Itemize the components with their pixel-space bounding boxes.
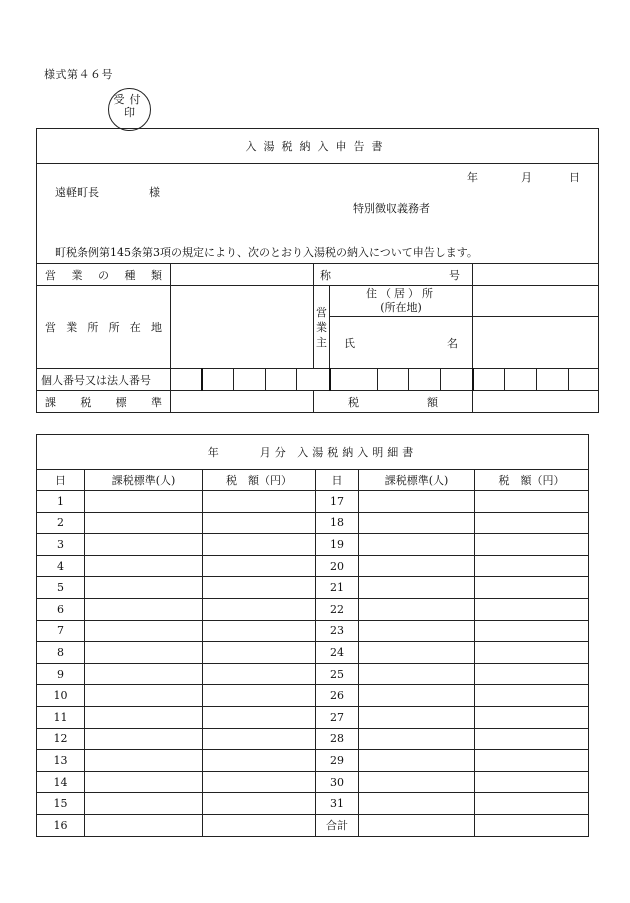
tax-base-field[interactable] <box>171 391 314 413</box>
header-tax-amount-left: 税 額（円） <box>203 470 316 491</box>
tax-base-left-cell[interactable] <box>85 512 203 534</box>
tax-amount-right-cell[interactable] <box>475 814 589 836</box>
collector-label: 特別徴収義務者 <box>353 202 430 215</box>
tax-amount-left-cell[interactable] <box>203 728 316 750</box>
tax-amount-right-cell[interactable] <box>475 663 589 685</box>
tax-base-left-cell[interactable] <box>85 577 203 599</box>
tax-base-left-cell[interactable] <box>85 534 203 556</box>
table-row <box>37 598 589 620</box>
id-digit-5[interactable] <box>330 369 378 391</box>
tax-amount-left-cell[interactable] <box>203 534 316 556</box>
tax-amount-right-cell[interactable] <box>475 706 589 728</box>
tax-amount-label: 税額 <box>314 391 473 413</box>
detail-title-rest: 月分 入湯税納入明細書 <box>259 446 418 459</box>
id-digit-4[interactable] <box>297 369 330 391</box>
tax-base-right-cell[interactable] <box>359 642 475 664</box>
table-row <box>37 491 589 513</box>
day-right-cell: 20 <box>316 555 359 577</box>
tax-amount-left-cell[interactable] <box>203 642 316 664</box>
id-digit-12[interactable] <box>569 369 599 391</box>
declaration-intro <box>37 164 599 264</box>
tax-amount-left-cell[interactable] <box>203 598 316 620</box>
tax-amount-right-cell[interactable] <box>475 750 589 772</box>
date-month: 月 <box>521 171 532 184</box>
trade-name-label: 称号 <box>314 264 473 286</box>
declaration-table <box>36 128 599 413</box>
tax-amount-right-cell[interactable] <box>475 534 589 556</box>
day-left-cell: 4 <box>37 555 85 577</box>
tax-base-right-cell[interactable] <box>359 814 475 836</box>
tax-amount-right-cell[interactable] <box>475 620 589 642</box>
day-right-cell: 29 <box>316 750 359 772</box>
tax-base-left-cell[interactable] <box>85 642 203 664</box>
tax-base-right-cell[interactable] <box>359 491 475 513</box>
day-left-cell: 15 <box>37 793 85 815</box>
tax-amount-left-cell[interactable] <box>203 663 316 685</box>
day-right-cell: 19 <box>316 534 359 556</box>
id-digit-1[interactable] <box>202 369 234 391</box>
date-line <box>467 169 580 185</box>
statement: 町税条例第145条第3項の規定により、次のとおり入湯税の納入について申告します。 <box>55 246 478 259</box>
table-row <box>37 555 589 577</box>
tax-amount-left-cell[interactable] <box>203 814 316 836</box>
reception-seal <box>108 88 151 131</box>
tax-base-left-cell[interactable] <box>85 750 203 772</box>
day-right-cell: 22 <box>316 598 359 620</box>
detail-title-year: 年 <box>207 446 219 459</box>
tax-base-right-cell[interactable] <box>359 728 475 750</box>
day-left-cell: 10 <box>37 685 85 707</box>
tax-amount-right-cell[interactable] <box>475 555 589 577</box>
tax-base-left-cell[interactable] <box>85 663 203 685</box>
address-label: 住（居）所 (所在地) <box>330 286 473 317</box>
day-right-cell: 26 <box>316 685 359 707</box>
id-digit-10[interactable] <box>505 369 537 391</box>
day-right-cell: 合計 <box>316 814 359 836</box>
day-left-cell: 3 <box>37 534 85 556</box>
tax-amount-left-cell[interactable] <box>203 512 316 534</box>
tax-amount-left-cell[interactable] <box>203 577 316 599</box>
day-left-cell: 8 <box>37 642 85 664</box>
id-digit-spacer <box>171 369 202 391</box>
tax-amount-right-cell[interactable] <box>475 598 589 620</box>
tax-amount-left-cell[interactable] <box>203 771 316 793</box>
table-row <box>37 706 589 728</box>
tax-base-left-cell[interactable] <box>85 728 203 750</box>
trade-name-field[interactable] <box>473 264 599 286</box>
id-number-label: 個人番号又は法人番号 <box>37 369 171 391</box>
tax-base-left-cell[interactable] <box>85 771 203 793</box>
tax-amount-left-cell[interactable] <box>203 685 316 707</box>
tax-base-left-cell[interactable] <box>85 598 203 620</box>
tax-base-left-cell[interactable] <box>85 491 203 513</box>
tax-base-right-cell[interactable] <box>359 685 475 707</box>
detail-title <box>37 435 589 470</box>
detail-rows <box>37 491 589 837</box>
date-day: 日 <box>569 171 580 184</box>
id-digit-2[interactable] <box>234 369 266 391</box>
detail-table <box>36 434 589 837</box>
id-digit-6[interactable] <box>378 369 409 391</box>
day-right-cell: 24 <box>316 642 359 664</box>
day-left-cell: 7 <box>37 620 85 642</box>
day-left-cell: 14 <box>37 771 85 793</box>
business-location-field[interactable] <box>171 286 314 369</box>
tax-base-right-cell[interactable] <box>359 706 475 728</box>
tax-amount-left-cell[interactable] <box>203 620 316 642</box>
table-row <box>37 685 589 707</box>
tax-base-right-cell[interactable] <box>359 534 475 556</box>
day-right-cell: 25 <box>316 663 359 685</box>
business-type-label: 営業の種類 <box>37 264 171 286</box>
tax-base-left-cell[interactable] <box>85 814 203 836</box>
tax-amount-left-cell[interactable] <box>203 750 316 772</box>
table-row <box>37 750 589 772</box>
day-right-cell: 30 <box>316 771 359 793</box>
day-right-cell: 31 <box>316 793 359 815</box>
day-left-cell: 2 <box>37 512 85 534</box>
day-left-cell: 11 <box>37 706 85 728</box>
tax-amount-right-cell[interactable] <box>475 512 589 534</box>
tax-amount-right-cell[interactable] <box>475 491 589 513</box>
table-row <box>37 620 589 642</box>
seal-line-1: 受付 <box>113 93 146 106</box>
day-right-cell: 28 <box>316 728 359 750</box>
day-left-cell: 9 <box>37 663 85 685</box>
table-row <box>37 512 589 534</box>
tax-base-label: 課税標準 <box>37 391 171 413</box>
tax-amount-right-cell[interactable] <box>475 577 589 599</box>
seal-line-2: 印 <box>124 106 135 119</box>
tax-base-left-cell[interactable] <box>85 620 203 642</box>
person-name-label: 氏名 <box>330 317 473 369</box>
table-row <box>37 771 589 793</box>
day-right-cell: 21 <box>316 577 359 599</box>
tax-amount-left-cell[interactable] <box>203 491 316 513</box>
day-right-cell: 17 <box>316 491 359 513</box>
tax-amount-left-cell[interactable] <box>203 706 316 728</box>
tax-amount-right-cell[interactable] <box>475 642 589 664</box>
day-right-cell: 18 <box>316 512 359 534</box>
tax-base-right-cell[interactable] <box>359 771 475 793</box>
tax-base-right-cell[interactable] <box>359 577 475 599</box>
tax-base-left-cell[interactable] <box>85 555 203 577</box>
tax-amount-right-cell[interactable] <box>475 728 589 750</box>
date-year: 年 <box>467 171 478 184</box>
business-type-field[interactable] <box>171 264 314 286</box>
day-right-cell: 23 <box>316 620 359 642</box>
table-row <box>37 642 589 664</box>
day-left-cell: 16 <box>37 814 85 836</box>
day-left-cell: 1 <box>37 491 85 513</box>
table-row <box>37 534 589 556</box>
day-left-cell: 5 <box>37 577 85 599</box>
day-left-cell: 12 <box>37 728 85 750</box>
header-day-left: 日 <box>37 470 85 491</box>
tax-base-right-cell[interactable] <box>359 620 475 642</box>
id-digit-11[interactable] <box>537 369 569 391</box>
tax-base-left-cell[interactable] <box>85 685 203 707</box>
tax-base-right-cell[interactable] <box>359 512 475 534</box>
tax-base-right-cell[interactable] <box>359 663 475 685</box>
id-digit-7[interactable] <box>409 369 441 391</box>
id-digit-8[interactable] <box>441 369 473 391</box>
honorific: 様 <box>149 186 160 199</box>
tax-base-right-cell[interactable] <box>359 750 475 772</box>
table-row <box>37 814 589 836</box>
tax-base-left-cell[interactable] <box>85 793 203 815</box>
tax-amount-right-cell[interactable] <box>475 685 589 707</box>
declaration-title: 入湯税納入申告書 <box>37 129 599 164</box>
day-left-cell: 13 <box>37 750 85 772</box>
id-digit-3[interactable] <box>266 369 297 391</box>
table-row <box>37 577 589 599</box>
tax-base-left-cell[interactable] <box>85 706 203 728</box>
address-field[interactable] <box>473 286 599 317</box>
tax-amount-right-cell[interactable] <box>475 771 589 793</box>
business-location-label: 営業所所在地 <box>37 286 171 369</box>
addressee[interactable]: 遠軽町長 <box>55 186 99 199</box>
table-row <box>37 728 589 750</box>
tax-base-right-cell[interactable] <box>359 555 475 577</box>
table-row <box>37 793 589 815</box>
header-tax-base-right: 課税標準(人) <box>359 470 475 491</box>
tax-amount-left-cell[interactable] <box>203 793 316 815</box>
tax-base-right-cell[interactable] <box>359 598 475 620</box>
person-name-field[interactable] <box>473 317 599 369</box>
tax-base-right-cell[interactable] <box>359 793 475 815</box>
header-day-right: 日 <box>316 470 359 491</box>
header-tax-base-left: 課税標準(人) <box>85 470 203 491</box>
table-row <box>37 663 589 685</box>
id-digit-9[interactable] <box>473 369 505 391</box>
tax-amount-right-cell[interactable] <box>475 793 589 815</box>
tax-amount-field[interactable] <box>473 391 599 413</box>
tax-amount-left-cell[interactable] <box>203 555 316 577</box>
header-tax-amount-right: 税 額（円） <box>475 470 589 491</box>
operator-label: 営業主 <box>314 286 330 369</box>
day-right-cell: 27 <box>316 706 359 728</box>
day-left-cell: 6 <box>37 598 85 620</box>
form-number: 様式第４６号 <box>44 68 113 81</box>
